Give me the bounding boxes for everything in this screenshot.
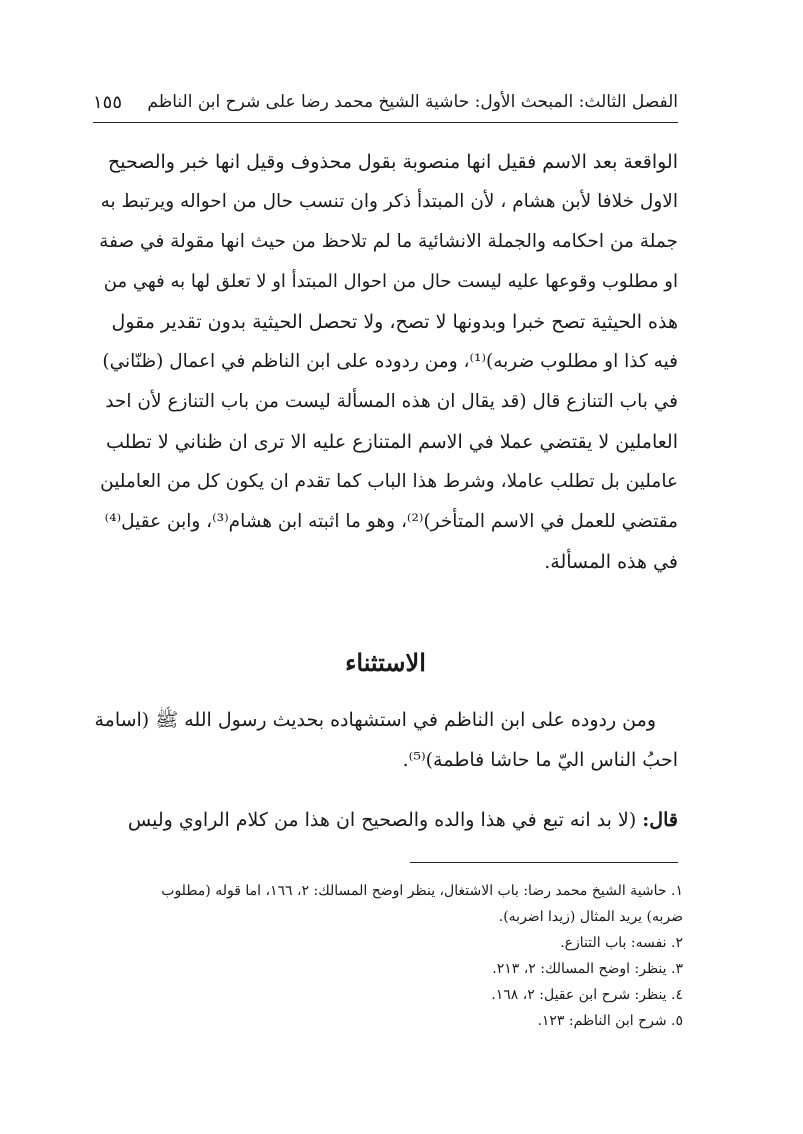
- text-line: الواقعة بعد الاسم فقيل انها منصوبة بقول محذوف وقيل انها خبر والصحيح: [108, 151, 678, 173]
- running-title: الفصل الثالث: المبحث الأول: حاشية الشيخ محمد رضا على شرح ابن الناظم: [147, 92, 678, 112]
- istithna-paragraph: [93, 700, 678, 780]
- text-line: جملة من احكامه والجملة الانشائية ما لم تلاحظ من حيث انها مقولة في صفة: [99, 231, 678, 252]
- page-number: ١٥٥: [93, 92, 123, 113]
- footnotes: [93, 878, 683, 1034]
- text-line: هذه الحيثية تصح خبرا وبدونها لا تصح، ولا تحصل الحيثية بدون تقدير مقول: [111, 311, 678, 333]
- text-line: الاول خلافا لأبن هشام ، لأن المبتدأ ذكر وان تنسب حال من احواله ويرتبط به: [100, 191, 678, 212]
- main-paragraph: [93, 142, 678, 582]
- page-header: [93, 92, 678, 124]
- footnote-1: ١. حاشية الشيخ محمد رضا: باب الاشتغال، ينظر اوضح المسالك: ٢، ١٦٦، اما قوله (مطلوب: [161, 883, 683, 899]
- footnote-2: ٢. نفسه: باب التنازع.: [560, 935, 683, 951]
- text-line: عاملين بل تطلب عاملا، وشرط هذا الباب كما تقدم ان يكون كل من العاملين: [100, 471, 678, 492]
- section-heading: الاستثناء: [345, 648, 426, 677]
- footnote-1-continued: ضربه) يريد المثال (زيدا اضربه).: [498, 909, 683, 925]
- text-line: او مطلوب وقوعها عليه ليست حال من احوال المبتدأ او لا تعلق لها به فهي من: [103, 271, 678, 292]
- text-line: مقتضي للعمل في الاسم المتأخر)⁽²⁾، وهو ما اثبته ابن هشام⁽³⁾، وابن عقيل⁽⁴⁾: [104, 511, 678, 532]
- text-line: في هذه المسألة.: [544, 551, 678, 573]
- qala-paragraph: [93, 800, 678, 840]
- header-divider: [93, 122, 678, 123]
- footnote-divider: [410, 862, 678, 863]
- qala-text: (لا بد انه تبع في هذا والده والصحيح ان هذا من كلام الراوي وليس: [127, 809, 643, 831]
- text-line: العاملين لا يقتضي عملا في الاسم المتنازع عليه الا ترى ان ظناني لا تطلب: [105, 431, 678, 453]
- footnote-3: ٣. ينظر: اوضح المسالك: ٢، ٢١٣.: [492, 961, 683, 977]
- text-line: ومن ردوده على ابن الناظم في استشهاده بحديث رسول الله ﷺ (اسامة: [94, 709, 656, 731]
- footnote-5: ٥. شرح ابن الناظم: ١٢٣.: [537, 1013, 683, 1029]
- qala-label: قال:: [642, 809, 678, 831]
- text-line: في باب التنازع قال (قد يقال ان هذه المسألة ليست من باب التنازع لأن احد: [105, 391, 678, 412]
- text-line: احبُ الناس اليّ ما حاشا فاطمة)⁽⁵⁾.: [402, 749, 678, 771]
- footnote-4: ٤. ينظر: شرح ابن عقيل: ٢، ١٦٨.: [491, 987, 683, 1003]
- text-line: فيه كذا او مطلوب ضربه)⁽¹⁾، ومن ردوده على ابن الناظم في اعمال (ظنّاني): [102, 351, 678, 372]
